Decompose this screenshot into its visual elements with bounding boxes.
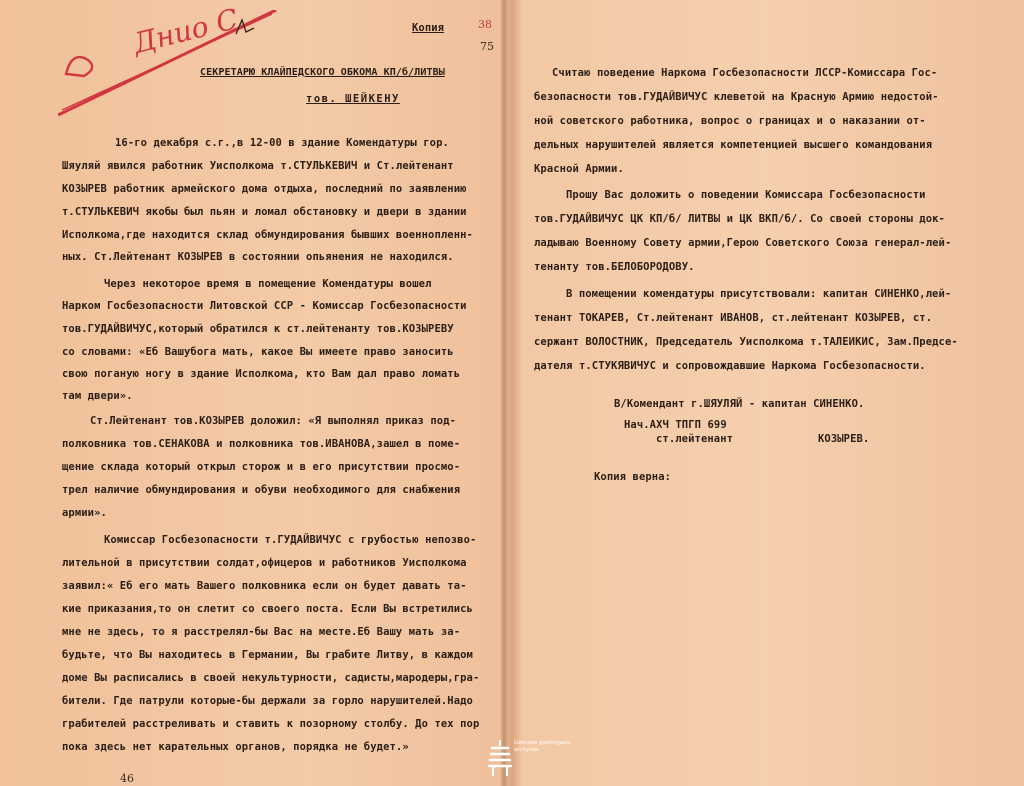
page-number: 75 [480,40,494,53]
left-line-26: грабителей расстреливать и ставить к позорному столбу. До тех пор [62,718,480,730]
archive-logo [488,738,588,780]
right-line-7: тов.ГУДАЙВИЧУС ЦК КП/б/ ЛИТВЫ и ЦК ВКП/б/. Со своей стороны док- [534,213,945,225]
left-line-13: Ст.Лейтенант тов.КОЗЫРЕВ доложил: «Я выполнял приказ под- [90,415,457,427]
left-line-24: доме Вы расписались в своей некультурности, садисты,мародеры,гра- [62,672,480,684]
archive-logo-icon [488,738,512,778]
left-line-21: кие приказания,то он слетит со своего поста. Если Вы встретились [62,603,473,615]
copy-label: Копия [412,22,445,34]
left-line-11: свою поганую ногу в здание Исполкома, кто Вам дал право ломать [62,368,461,380]
right-page [506,0,1024,786]
left-line-19: лительной в присутствии солдат,офицеров и работников Уисполкома [62,557,467,569]
right-line-4: дельных нарушителей является компетенцией высшего командования [534,139,933,151]
archive-logo-text: Lietuvos ypatingasis archyvas [514,740,571,753]
right-line-8: ладываю Военному Совету армии,Герою Советского Союза генерал-лей- [534,237,952,249]
red-pencil-mark [58,2,288,120]
right-line-2: безопасности тов.ГУДАЙВИЧУС клеветой на Красную Армию недостой- [534,91,939,103]
right-line-3: ной советского работника, вопрос о границах и о наказании от- [534,115,926,127]
left-line-10: со словами: «Еб Вашубога мать, какое Вы имеете право заносить [62,346,454,358]
right-line-13: дателя т.СТУКЯВИЧУС и сопровождавшие Наркома Госбезопасности. [534,360,926,372]
left-line-14: полковника тов.СЕНАКОВА и полковника тов.ИВАНОВА,зашел в поме- [62,438,461,450]
right-line-9: тенанту тов.БЕЛОБОРОДОВУ. [534,261,695,273]
right-line-12: сержант ВОЛОСТНИК, Председатель Уисполкома т.ТАЛЕИКИС, Зам.Предсе- [534,336,958,348]
left-line-17: армии». [62,507,107,519]
copy-certified: Копия верна: [594,471,672,483]
addressee: СЕКРЕТАРЮ КЛАЙПЕДСКОГО ОБКОМА КП/б/ЛИТВЫ [200,67,445,78]
left-line-12: там двери». [62,390,133,402]
left-line-27: пока здесь нет карательных органов, порядка не будет.» [62,741,409,753]
right-line-1: Считаю поведение Наркома Госбезопасности ЛССР-Комиссара Гос- [552,67,938,79]
signature-commandant: В/Комендант г.ШЯУЛЯЙ - капитан СИНЕНКО. [614,398,865,410]
signature-head-title: Нач.АХЧ ТПГП 699 [624,419,727,431]
left-line-5: Исполкома,где находится склад обмундирования бывших военнопленн- [62,229,473,241]
left-page [0,0,505,786]
left-line-9: тов.ГУДАЙВИЧУС,который обратился к ст.лейтенанту тов.КОЗЫРЕВУ [62,323,454,335]
left-line-16: трел наличие обмундирования и обуви необходимого для снабжения [62,484,461,496]
left-line-15: щение склада который открыл сторож и в его присутствии просмо- [62,461,461,473]
page-number-red: 38 [478,18,492,31]
right-line-5: Красной Армии. [534,163,624,175]
right-line-10: В помещении комендатуры присутствовали: капитан СИНЕНКО,лей- [566,288,952,300]
left-line-23: будьте, что Вы находитесь в Германии, Вы грабите Литву, в каждом [62,649,473,661]
left-line-8: Нарком Госбезопасности Литовской ССР - Комиссар Госбезопасности [62,300,467,312]
left-line-20: заявил:« Еб его мать Вашего полковника если он будет давать та- [62,580,467,592]
signature-name: КОЗЫРЕВ. [818,433,870,445]
right-line-11: тенант ТОКАРЕВ, Ст.лейтенант ИВАНОВ, ст.лейтенант КОЗЫРЕВ, ст. [534,312,933,324]
handwritten-number: 46 [120,772,134,785]
signature-rank: ст.лейтенант [656,433,734,445]
addressee-name: тов. ШЕЙКЕНУ [306,93,400,105]
left-line-6: ных. Ст.Лейтенант КОЗЫРЕВ в состоянии опьянения не находился. [62,251,454,263]
right-line-6: Прошу Вас доложить о поведении Комиссара Госбезопасности [566,189,926,201]
stamp-text: Днио С [130,2,242,61]
left-line-4: т.СТУЛЬКЕВИЧ якобы был пьян и ломал обстановку и двери в здании [62,206,467,218]
left-line-7: Через некоторое время в помещение Комендатуры вошел [104,278,432,290]
left-line-22: мне не здесь, то я расстрелял-бы Вас на месте.Еб Вашу мать за- [62,626,461,638]
left-line-2: Шяуляй явился работник Уисполкома т.СТУЛЬКЕВИЧ и Ст.лейтенант [62,160,454,172]
left-line-18: Комиссар Госбезопасности т.ГУДАЙВИЧУС с грубостью непозво- [104,534,477,546]
left-line-3: КОЗЫРЕВ работник армейского дома отдыха, последний по заявлению [62,183,467,195]
left-line-1: 16-го декабря с.г.,в 12-00 в здание Комендатуры гор. [115,137,449,149]
left-line-25: бители. Где патрули которые-бы держали за горло нарушителей.Надо [62,695,473,707]
